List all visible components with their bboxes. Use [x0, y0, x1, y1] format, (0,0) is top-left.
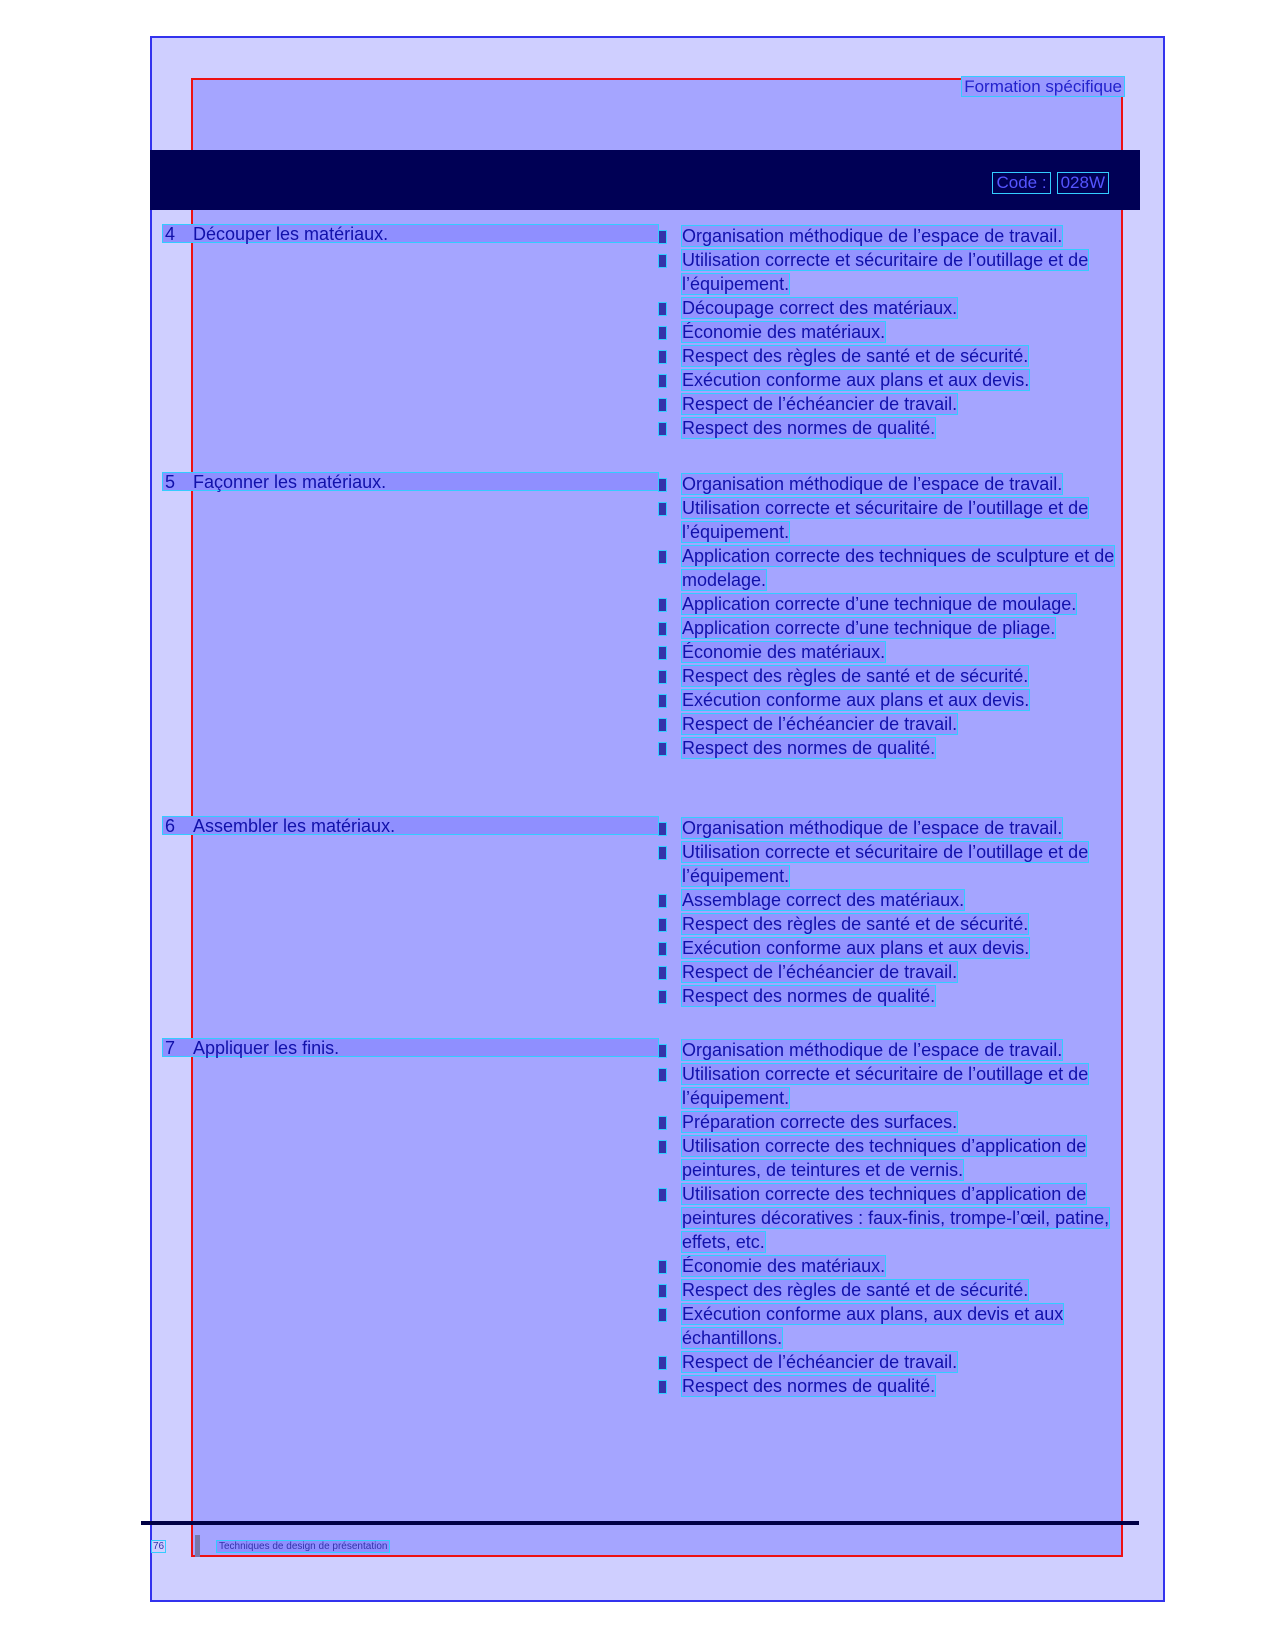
- bullet-icon: [658, 1284, 667, 1298]
- bullet-icon: [658, 942, 667, 956]
- code-label: Code :: [992, 172, 1050, 194]
- bullet-icon: [658, 374, 667, 388]
- criteria-list: [658, 816, 1120, 1008]
- criterion: Respect des règles de santé et de sécurité.: [658, 344, 1120, 368]
- criteria-list: [658, 1038, 1120, 1398]
- criterion: Respect des règles de santé et de sécurité.: [658, 1278, 1120, 1302]
- criterion: Organisation méthodique de l’espace de travail.: [658, 816, 1120, 840]
- criterion: Respect de l’échéancier de travail.: [658, 1350, 1120, 1374]
- bullet-icon: [658, 254, 667, 268]
- bullet-icon: [658, 502, 667, 516]
- bullet-icon: [658, 1188, 667, 1202]
- bullet-icon: [658, 646, 667, 660]
- criterion: Utilisation correcte et sécuritaire de l’outillage et de l’équipement.: [658, 1062, 1120, 1110]
- criterion: Respect de l’échéancier de travail.: [658, 712, 1120, 736]
- task-title: [162, 224, 659, 243]
- criterion: Application correcte des techniques de sculpture et de modelage.: [658, 544, 1120, 592]
- footer-program-title: Techniques de design de présentation: [216, 1540, 390, 1553]
- criterion: Utilisation correcte des techniques d’application de peintures décoratives : faux-finis, trompe-l’œil, patine, effets, etc.: [658, 1182, 1120, 1254]
- footer-separator: [195, 1535, 200, 1557]
- criterion: Économie des matériaux.: [658, 1254, 1120, 1278]
- section-label: Formation spécifique: [961, 76, 1125, 97]
- task-title-text: Façonner les matériaux.: [193, 472, 387, 492]
- program-code: [992, 172, 1109, 194]
- criterion: Organisation méthodique de l’espace de travail.: [658, 224, 1120, 248]
- bullet-icon: [658, 894, 667, 908]
- criterion: Découpage correct des matériaux.: [658, 296, 1120, 320]
- criterion: Organisation méthodique de l’espace de travail.: [658, 1038, 1120, 1062]
- criterion: Économie des matériaux.: [658, 320, 1120, 344]
- criterion: Organisation méthodique de l’espace de travail.: [658, 472, 1120, 496]
- criterion: Exécution conforme aux plans, aux devis et aux échantillons.: [658, 1302, 1120, 1350]
- task-number: 7: [165, 1038, 176, 1058]
- bullet-icon: [658, 670, 667, 684]
- bullet-icon: [658, 718, 667, 732]
- task-title: [162, 472, 659, 491]
- criterion: Respect des règles de santé et de sécurité.: [658, 664, 1120, 688]
- bullet-icon: [658, 230, 667, 244]
- task-number: 4: [165, 224, 176, 244]
- criterion: Utilisation correcte des techniques d’application de peintures, de teintures et de vernis.: [658, 1134, 1120, 1182]
- criterion: Respect des normes de qualité.: [658, 1374, 1120, 1398]
- criteria-list: [658, 472, 1120, 760]
- task-title-text: Assembler les matériaux.: [193, 816, 396, 836]
- bullet-icon: [658, 918, 667, 932]
- bullet-icon: [658, 1356, 667, 1370]
- task-number: 6: [165, 816, 176, 836]
- bullet-icon: [658, 694, 667, 708]
- bullet-icon: [658, 302, 667, 316]
- bullet-icon: [658, 1068, 667, 1082]
- criterion: Préparation correcte des surfaces.: [658, 1110, 1120, 1134]
- bullet-icon: [658, 966, 667, 980]
- task-number: 5: [165, 472, 176, 492]
- criterion: Utilisation correcte et sécuritaire de l’outillage et de l’équipement.: [658, 496, 1120, 544]
- bullet-icon: [658, 1308, 667, 1322]
- code-value: 028W: [1057, 172, 1109, 194]
- bullet-icon: [658, 1140, 667, 1154]
- page-number: 76: [153, 1541, 165, 1552]
- criterion: Respect des normes de qualité.: [658, 736, 1120, 760]
- bullet-icon: [658, 478, 667, 492]
- task-title: [162, 1038, 659, 1057]
- criteria-list: [658, 224, 1120, 440]
- criterion: Application correcte d’une technique de pliage.: [658, 616, 1120, 640]
- bullet-icon: [658, 598, 667, 612]
- criterion: Utilisation correcte et sécuritaire de l’outillage et de l’équipement.: [658, 840, 1120, 888]
- criterion: Respect de l’échéancier de travail.: [658, 392, 1120, 416]
- bullet-icon: [658, 742, 667, 756]
- footer-rule: [141, 1521, 1139, 1525]
- bullet-icon: [658, 822, 667, 836]
- bullet-icon: [658, 846, 667, 860]
- bullet-icon: [658, 622, 667, 636]
- criterion: Exécution conforme aux plans et aux devis.: [658, 688, 1120, 712]
- task-title: [162, 816, 659, 835]
- task-title-text: Découper les matériaux.: [193, 224, 389, 244]
- bullet-icon: [658, 1260, 667, 1274]
- bullet-icon: [658, 398, 667, 412]
- bullet-icon: [658, 550, 667, 564]
- bullet-icon: [658, 1380, 667, 1394]
- criterion: Application correcte d’une technique de moulage.: [658, 592, 1120, 616]
- criterion: Utilisation correcte et sécuritaire de l’outillage et de l’équipement.: [658, 248, 1120, 296]
- bullet-icon: [658, 1116, 667, 1130]
- criterion: Assemblage correct des matériaux.: [658, 888, 1120, 912]
- bullet-icon: [658, 422, 667, 436]
- criterion: Économie des matériaux.: [658, 640, 1120, 664]
- bullet-icon: [658, 1044, 667, 1058]
- bullet-icon: [658, 326, 667, 340]
- bullet-icon: [658, 990, 667, 1004]
- task-title-text: Appliquer les finis.: [193, 1038, 340, 1058]
- criterion: Respect de l’échéancier de travail.: [658, 960, 1120, 984]
- criterion: Exécution conforme aux plans et aux devis.: [658, 936, 1120, 960]
- criterion: Respect des règles de santé et de sécurité.: [658, 912, 1120, 936]
- criterion: Respect des normes de qualité.: [658, 416, 1120, 440]
- criterion: Respect des normes de qualité.: [658, 984, 1120, 1008]
- bullet-icon: [658, 350, 667, 364]
- criterion: Exécution conforme aux plans et aux devis.: [658, 368, 1120, 392]
